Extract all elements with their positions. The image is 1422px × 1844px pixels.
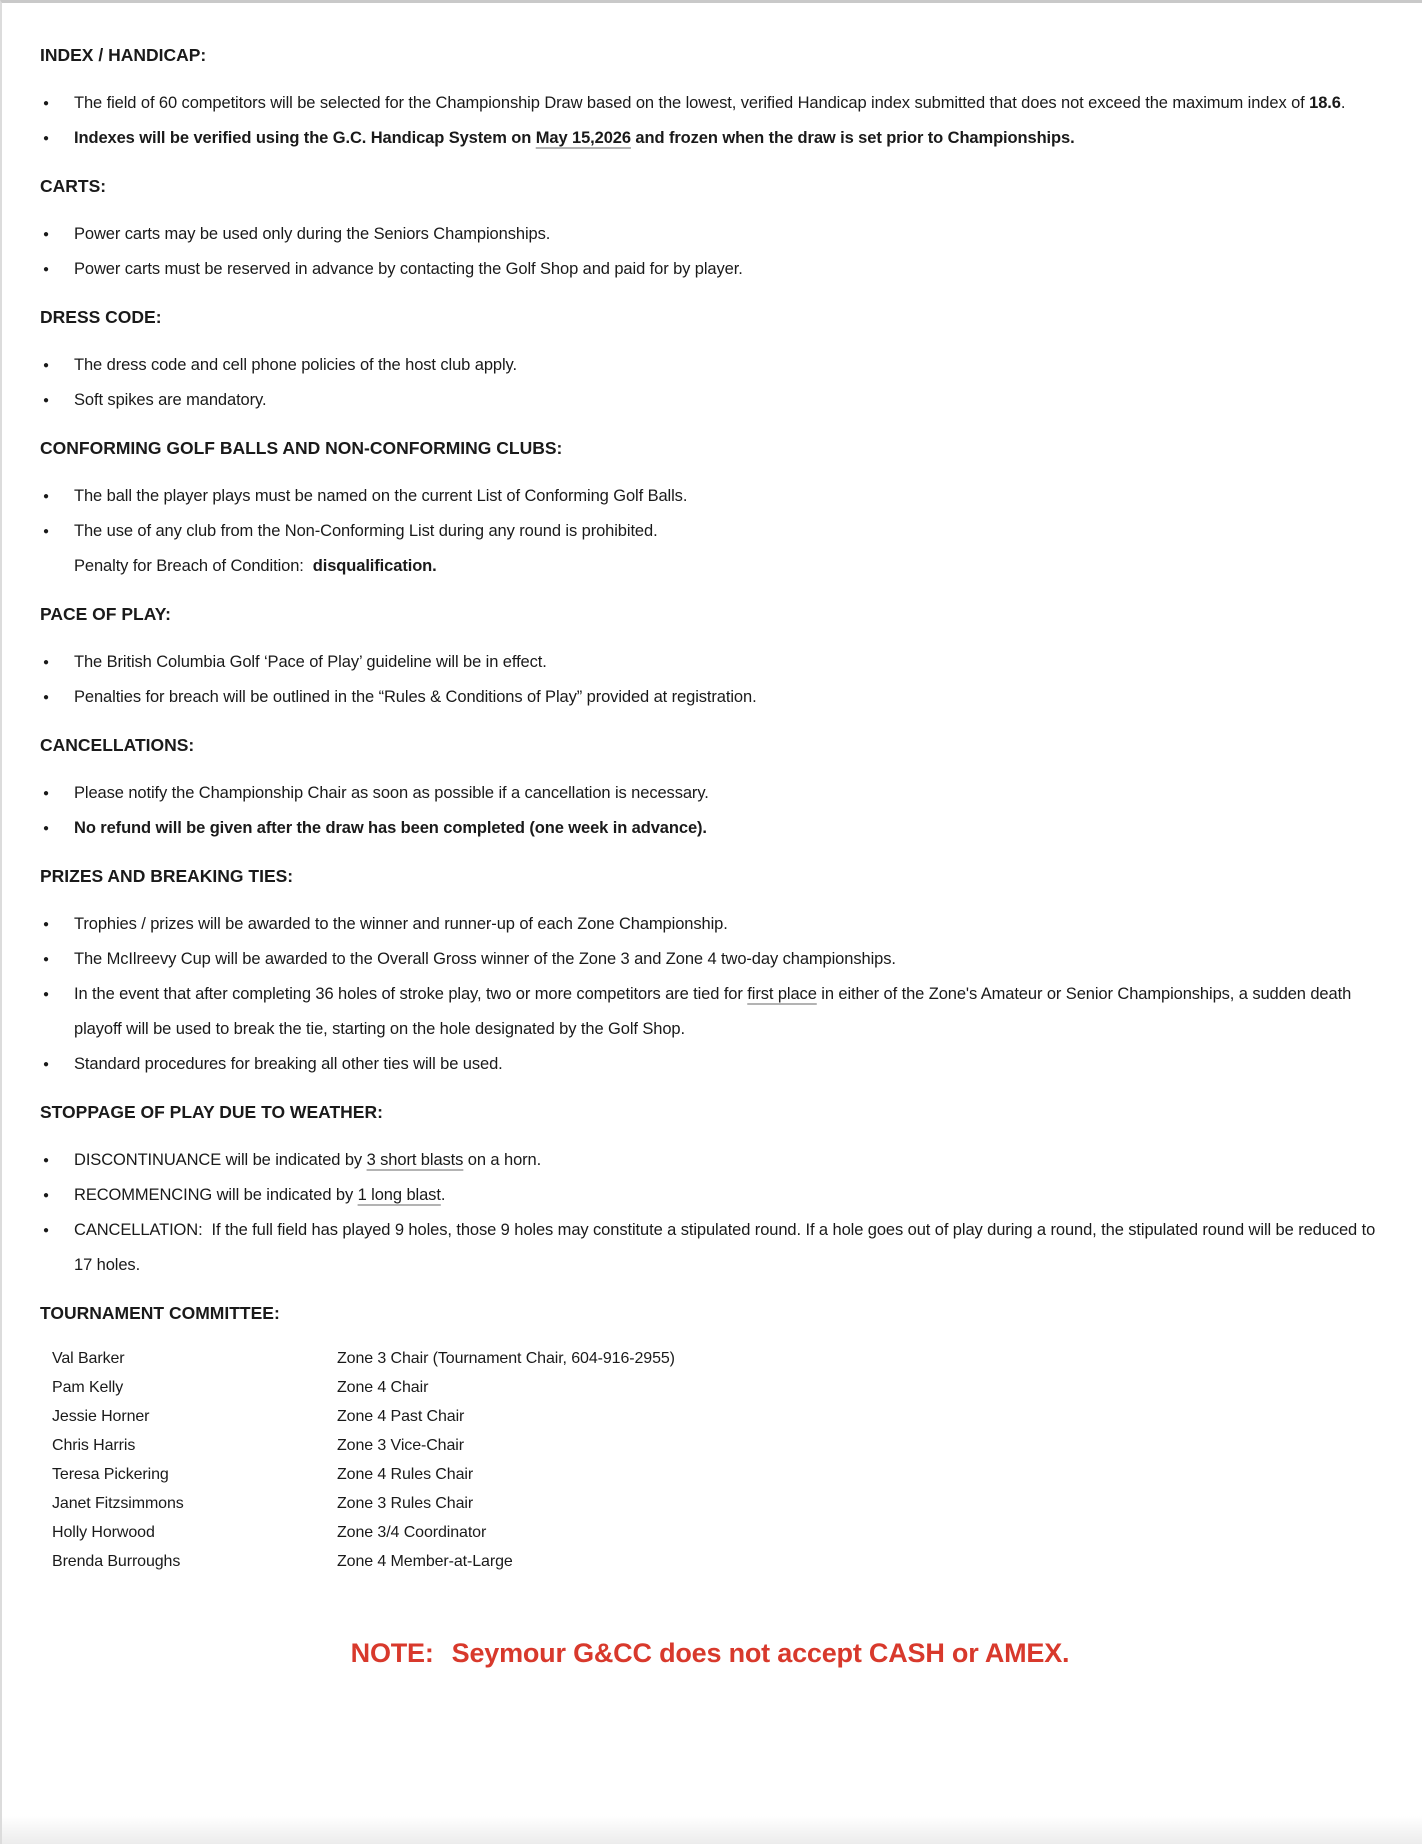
section-heading: PACE OF PLAY:	[40, 604, 171, 624]
section-list	[40, 776, 1380, 846]
list-item	[40, 907, 1380, 942]
committee-name: Brenda Burroughs	[52, 1553, 181, 1570]
bullet-icon: ●	[43, 98, 49, 109]
committee-role: Zone 3 Vice-Chair	[337, 1437, 464, 1454]
bullet-icon: ●	[43, 1155, 49, 1166]
text-segment: disqualification	[312, 557, 433, 575]
committee-name: Jessie Horner	[52, 1408, 150, 1425]
committee-name: Janet Fitzsimmons	[52, 1495, 184, 1512]
text-segment: 3 short blasts	[366, 1151, 464, 1169]
committee-role: Zone 4 Member-at-Large	[337, 1553, 513, 1570]
text-segment: Indexes will be verified using the G.C. Handicap System on	[74, 129, 536, 147]
section-heading: STOPPAGE OF PLAY DUE TO WEATHER:	[40, 1102, 383, 1122]
text-segment: DISCONTINUANCE will be indicated by	[74, 1151, 367, 1169]
section-list	[40, 86, 1380, 156]
text-segment: Soft spikes are mandatory.	[74, 391, 267, 409]
committee-name: Chris Harris	[52, 1437, 136, 1454]
note-line	[40, 1638, 1380, 1669]
list-item-text	[74, 950, 896, 968]
list-item-text	[74, 653, 547, 671]
text-segment: Penalty for Breach of Condition:	[74, 557, 313, 575]
text-segment: Trophies / prizes will be awarded to the winner and runner-up of each Zone Championship.	[74, 915, 728, 933]
committee-name: Pam Kelly	[52, 1379, 124, 1396]
committee-table	[52, 1344, 1380, 1576]
sections	[40, 38, 1380, 1576]
page-bottom-fade	[2, 1816, 1422, 1844]
section-heading: DRESS CODE:	[40, 307, 162, 327]
bullet-icon: ●	[43, 989, 49, 1000]
bullet-icon: ●	[43, 1190, 49, 1201]
committee-name: Holly Horwood	[52, 1524, 155, 1541]
text-segment: The British Columbia Golf ‘Pace of Play’ guideline will be in effect.	[74, 653, 547, 671]
text-segment: No refund will be given after the draw has been completed (one week in advance).	[74, 819, 707, 837]
list-item	[40, 121, 1380, 156]
list-item	[40, 514, 1380, 549]
list-item	[40, 252, 1380, 287]
committee-row	[52, 1373, 1380, 1402]
committee-row	[52, 1547, 1380, 1576]
list-item	[40, 383, 1380, 418]
text-segment: Power carts must be reserved in advance by contacting the Golf Shop and paid for by player.	[74, 260, 743, 278]
list-item-text	[74, 1186, 445, 1204]
list-item	[40, 1178, 1380, 1213]
list-item-text	[74, 1055, 503, 1073]
section-heading: TOURNAMENT COMMITTEE:	[40, 1303, 280, 1323]
section-heading: CONFORMING GOLF BALLS AND NON-CONFORMING CLUBS:	[40, 438, 563, 458]
text-segment: and frozen when the draw is set prior to Championships.	[630, 129, 1075, 147]
bullet-icon: ●	[43, 788, 49, 799]
committee-row	[52, 1460, 1380, 1489]
note-label: NOTE:	[350, 1638, 434, 1668]
list-item	[40, 811, 1380, 846]
bullet-icon: ●	[43, 823, 49, 834]
note-text: Seymour G&CC does not accept CASH or AMEX.	[451, 1638, 1070, 1668]
list-item-text	[74, 1151, 541, 1169]
text-segment: .	[432, 557, 437, 575]
committee-row	[52, 1402, 1380, 1431]
committee-role: Zone 3 Chair (Tournament Chair, 604-916-2955)	[337, 1350, 675, 1367]
list-item-text	[74, 985, 1351, 1038]
list-item	[40, 217, 1380, 252]
committee-name: Val Barker	[52, 1350, 125, 1367]
list-item-text	[74, 915, 728, 933]
text-segment: RECOMMENCING will be indicated by	[74, 1186, 358, 1204]
text-segment: The field of 60 competitors will be selected for the Championship Draw based on the lowest, verified Handicap index submitted that does not exceed the maximum index of	[74, 94, 1310, 112]
bullet-icon: ●	[43, 491, 49, 502]
committee-role: Zone 4 Chair	[337, 1379, 429, 1396]
list-item	[40, 1143, 1380, 1178]
list-item	[40, 479, 1380, 514]
document-content	[2, 3, 1422, 1669]
committee-row	[52, 1344, 1380, 1373]
bullet-icon: ●	[43, 395, 49, 406]
text-segment: 1 long blast	[357, 1186, 441, 1204]
bullet-icon: ●	[43, 360, 49, 371]
section-list	[40, 348, 1380, 418]
section-heading: CARTS:	[40, 176, 107, 196]
section-list	[40, 479, 1380, 584]
list-item	[40, 942, 1380, 977]
text-segment: The McIlreevy Cup will be awarded to the Overall Gross winner of the Zone 3 and Zone 4 two-day championships.	[74, 950, 896, 968]
section-list	[40, 645, 1380, 715]
committee-role: Zone 3/4 Coordinator	[337, 1524, 487, 1541]
text-segment: Penalties for breach will be outlined in the “Rules & Conditions of Play” provided at registration.	[74, 688, 757, 706]
section-list	[40, 907, 1380, 1082]
list-item-text	[74, 784, 709, 802]
text-segment: In the event that after completing 36 holes of stroke play, two or more competitors are tied for	[74, 985, 748, 1003]
text-segment: Power carts may be used only during the Seniors Championships.	[74, 225, 551, 243]
text-segment: May 15,2026	[535, 129, 631, 147]
list-item-text	[74, 557, 437, 575]
committee-row	[52, 1489, 1380, 1518]
bullet-icon: ●	[43, 229, 49, 240]
list-item-text	[74, 819, 707, 837]
list-item-text	[74, 522, 658, 540]
list-item	[40, 680, 1380, 715]
text-segment: CANCELLATION: If the full field has played 9 holes, those 9 holes may constitute a stipulated round. If a hole goes out of play during a round, the stipulated round will be reduced to 17 holes.	[74, 1221, 1376, 1274]
list-item-text	[74, 129, 1075, 147]
list-item	[40, 1047, 1380, 1082]
list-item-text	[74, 688, 757, 706]
text-segment: in either of the Zone's Amateur or Senior Championships, a sudden death playoff will be used to break the tie, starting on the hole designated by the Golf Shop.	[74, 985, 1352, 1038]
list-item-text	[74, 356, 517, 374]
list-item-text	[74, 391, 266, 409]
text-segment: on a horn.	[463, 1151, 542, 1169]
text-segment: The ball the player plays must be named on the current List of Conforming Golf Balls.	[74, 487, 688, 505]
bullet-icon: ●	[43, 1225, 49, 1236]
text-segment: Please notify the Championship Chair as soon as possible if a cancellation is necessary.	[74, 784, 709, 802]
list-item	[40, 348, 1380, 383]
text-segment: first place	[747, 985, 817, 1003]
section-heading: CANCELLATIONS:	[40, 735, 195, 755]
bullet-icon: ●	[43, 954, 49, 965]
list-item-text	[74, 1221, 1375, 1274]
committee-row	[52, 1431, 1380, 1460]
list-item	[40, 977, 1380, 1047]
committee-role: Zone 3 Rules Chair	[337, 1495, 474, 1512]
text-segment: 18.6	[1309, 94, 1341, 112]
section-heading: INDEX / HANDICAP:	[40, 45, 207, 65]
bullet-icon: ●	[43, 526, 49, 537]
committee-row	[52, 1518, 1380, 1547]
bullet-icon: ●	[43, 919, 49, 930]
list-item-text	[74, 225, 550, 243]
committee-role: Zone 4 Past Chair	[337, 1408, 465, 1425]
list-item-text	[74, 260, 743, 278]
bullet-icon: ●	[43, 264, 49, 275]
list-item	[40, 776, 1380, 811]
committee-name: Teresa Pickering	[52, 1466, 169, 1483]
committee-role: Zone 4 Rules Chair	[337, 1466, 474, 1483]
text-segment: The dress code and cell phone policies of the host club apply.	[74, 356, 517, 374]
section-list	[40, 1143, 1380, 1283]
bullet-icon: ●	[43, 692, 49, 703]
bullet-icon: ●	[43, 1059, 49, 1070]
list-item	[40, 1213, 1380, 1283]
section-heading: PRIZES AND BREAKING TIES:	[40, 866, 294, 886]
section-list	[40, 217, 1380, 287]
bullet-icon: ●	[43, 133, 49, 144]
list-item	[40, 549, 1380, 584]
list-item-text	[74, 487, 687, 505]
list-item-text	[74, 94, 1345, 112]
text-segment: The use of any club from the Non-Conforming List during any round is prohibited.	[74, 522, 658, 540]
bullet-icon: ●	[43, 657, 49, 668]
list-item	[40, 86, 1380, 121]
list-item	[40, 645, 1380, 680]
text-segment: .	[440, 1186, 446, 1204]
text-segment: Standard procedures for breaking all other ties will be used.	[74, 1055, 503, 1073]
text-segment: .	[1340, 94, 1346, 112]
